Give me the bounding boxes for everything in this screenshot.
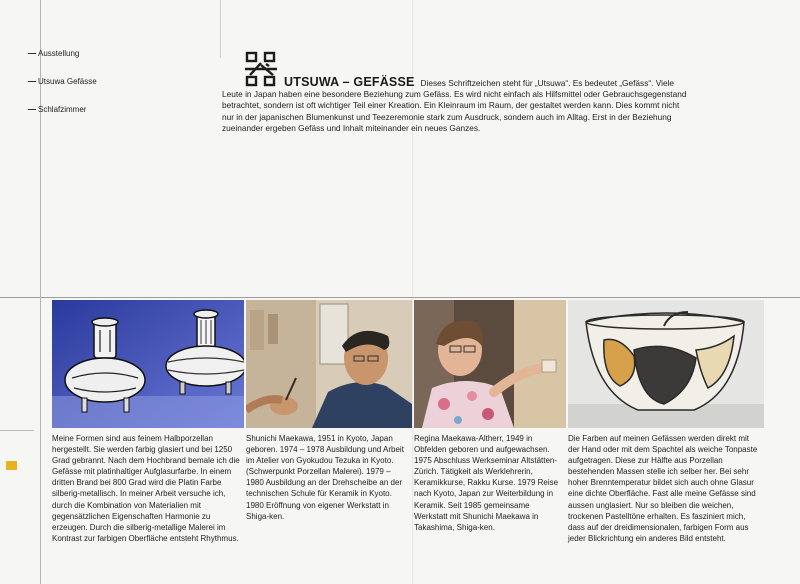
intro-block [222, 77, 692, 134]
nav-item-schlafzimmer[interactable]: Schlafzimmer [38, 105, 87, 114]
caption-porcelain: Meine Formen sind aus feinem Halbporzellan hergestellt. Sie werden farbig glasiert und bei 1250 Grad gebrannt. Nach dem Hochbrand bemale ich die Gefässe mit platinhaltiger Aufglasurfarbe. In einem dritten Brand bei 800 Grad wird die Platin Farbe silberig-metallisch. In meiner Arbeit versuche ich, durch die Kombination von Materialien mit gegensätzlichen Eigenschaften Harmonie zu erzeugen. Durch die silberig-metallige Malerei im Kontrast zur farbigen Oberfläche entsteht Rhythmus. [52, 434, 240, 543]
intro-lead: Dieses Schriftzeichen steht für „Utsuwa“. Es bedeutet „Gefäss“. [420, 78, 654, 88]
page-tab-marker [6, 461, 17, 470]
photo-painted-bowl [568, 300, 764, 428]
photo-regina-maekawa-altherr [414, 300, 566, 428]
guide-line-left-short [0, 430, 34, 431]
nav-item-utsuwa-gefaesse[interactable]: Utsuwa Gefässe [38, 77, 97, 86]
page-title: UTSUWA – GEFÄSSE [284, 75, 415, 89]
guide-line-vertical-top [220, 0, 221, 58]
photo-shunichi-maekawa [246, 300, 412, 428]
intro-body: Viele Leute in Japan haben eine besondere Beziehung zum Gefäss. Es wird nicht einfach als Hilfsmittel oder Gebrauchsgegenstand betrachtet, sondern ist oft wichtiger Teil einer Kreation. Ein Kleinraum im Raum, der gestaltet werden kann. Dies kommt nicht nur in der japanischen Blumenkunst und Teezeremonie stark zum Ausdruck, sondern auch im Alltag. Erst in der Beziehung zueinander ergeben Gefäss und Inhalt miteinander ein neues Ganzes. [222, 78, 687, 133]
caption-regina: Regina Maekawa-Altherr, 1949 in Obfelden geboren und aufgewachsen. 1975 Abschluss Werkseminar Altstätten-Zürich. Tätigkeit als Werklehrerin, Keramikkurse, Rakku Kurse. 1979 Reise nach Kyoto, Japan zur Weiterbildung in Keramik. Seit 1985 gemeinsame Werkstatt mit Shunichi Maekawa in Takashima, Shiga-ken. [414, 434, 559, 532]
caption-shunichi: Shunichi Maekawa, 1951 in Kyoto, Japan geboren. 1974 – 1978 Ausbildung und Arbeit im Atelier von Gyokudou Tezuka in Kyoto. (Schwerpunkt Porzellan Malerei). 1979 – 1980 Ausbildung an der Drehscheibe an der technischen Schule für Keramik in Kyoto. 1980 Eröffnung von eigener Werkstatt in Shiga-ken. [246, 434, 404, 521]
guide-line-vertical-left [40, 0, 41, 584]
nav-item-ausstellung[interactable]: Ausstellung [38, 49, 80, 58]
guide-line-horizontal [0, 297, 800, 298]
caption-colors: Die Farben auf meinen Gefässen werden direkt mit der Hand oder mit dem Spachtel als weiche Tonpaste aufgetragen. Diese zur Hälfte aus Porzellan bestehenden Massen stelle ich selber her. Bei sehr hoher Brenntemperatur bildet sich auch ohne Glasur eine dichte Oberfläche. Fast alle meine Gefässe sind aussen unglasiert. Nur so bleiben die weichen, trockenen Pastelltöne erhalten. Es fasziniert mich, dass auf der dreidimensionalen, farbigen Form aus jeder Blickrichtung ein anderes Bild entsteht. [568, 434, 758, 543]
photo-porcelain-vessels [52, 300, 244, 428]
